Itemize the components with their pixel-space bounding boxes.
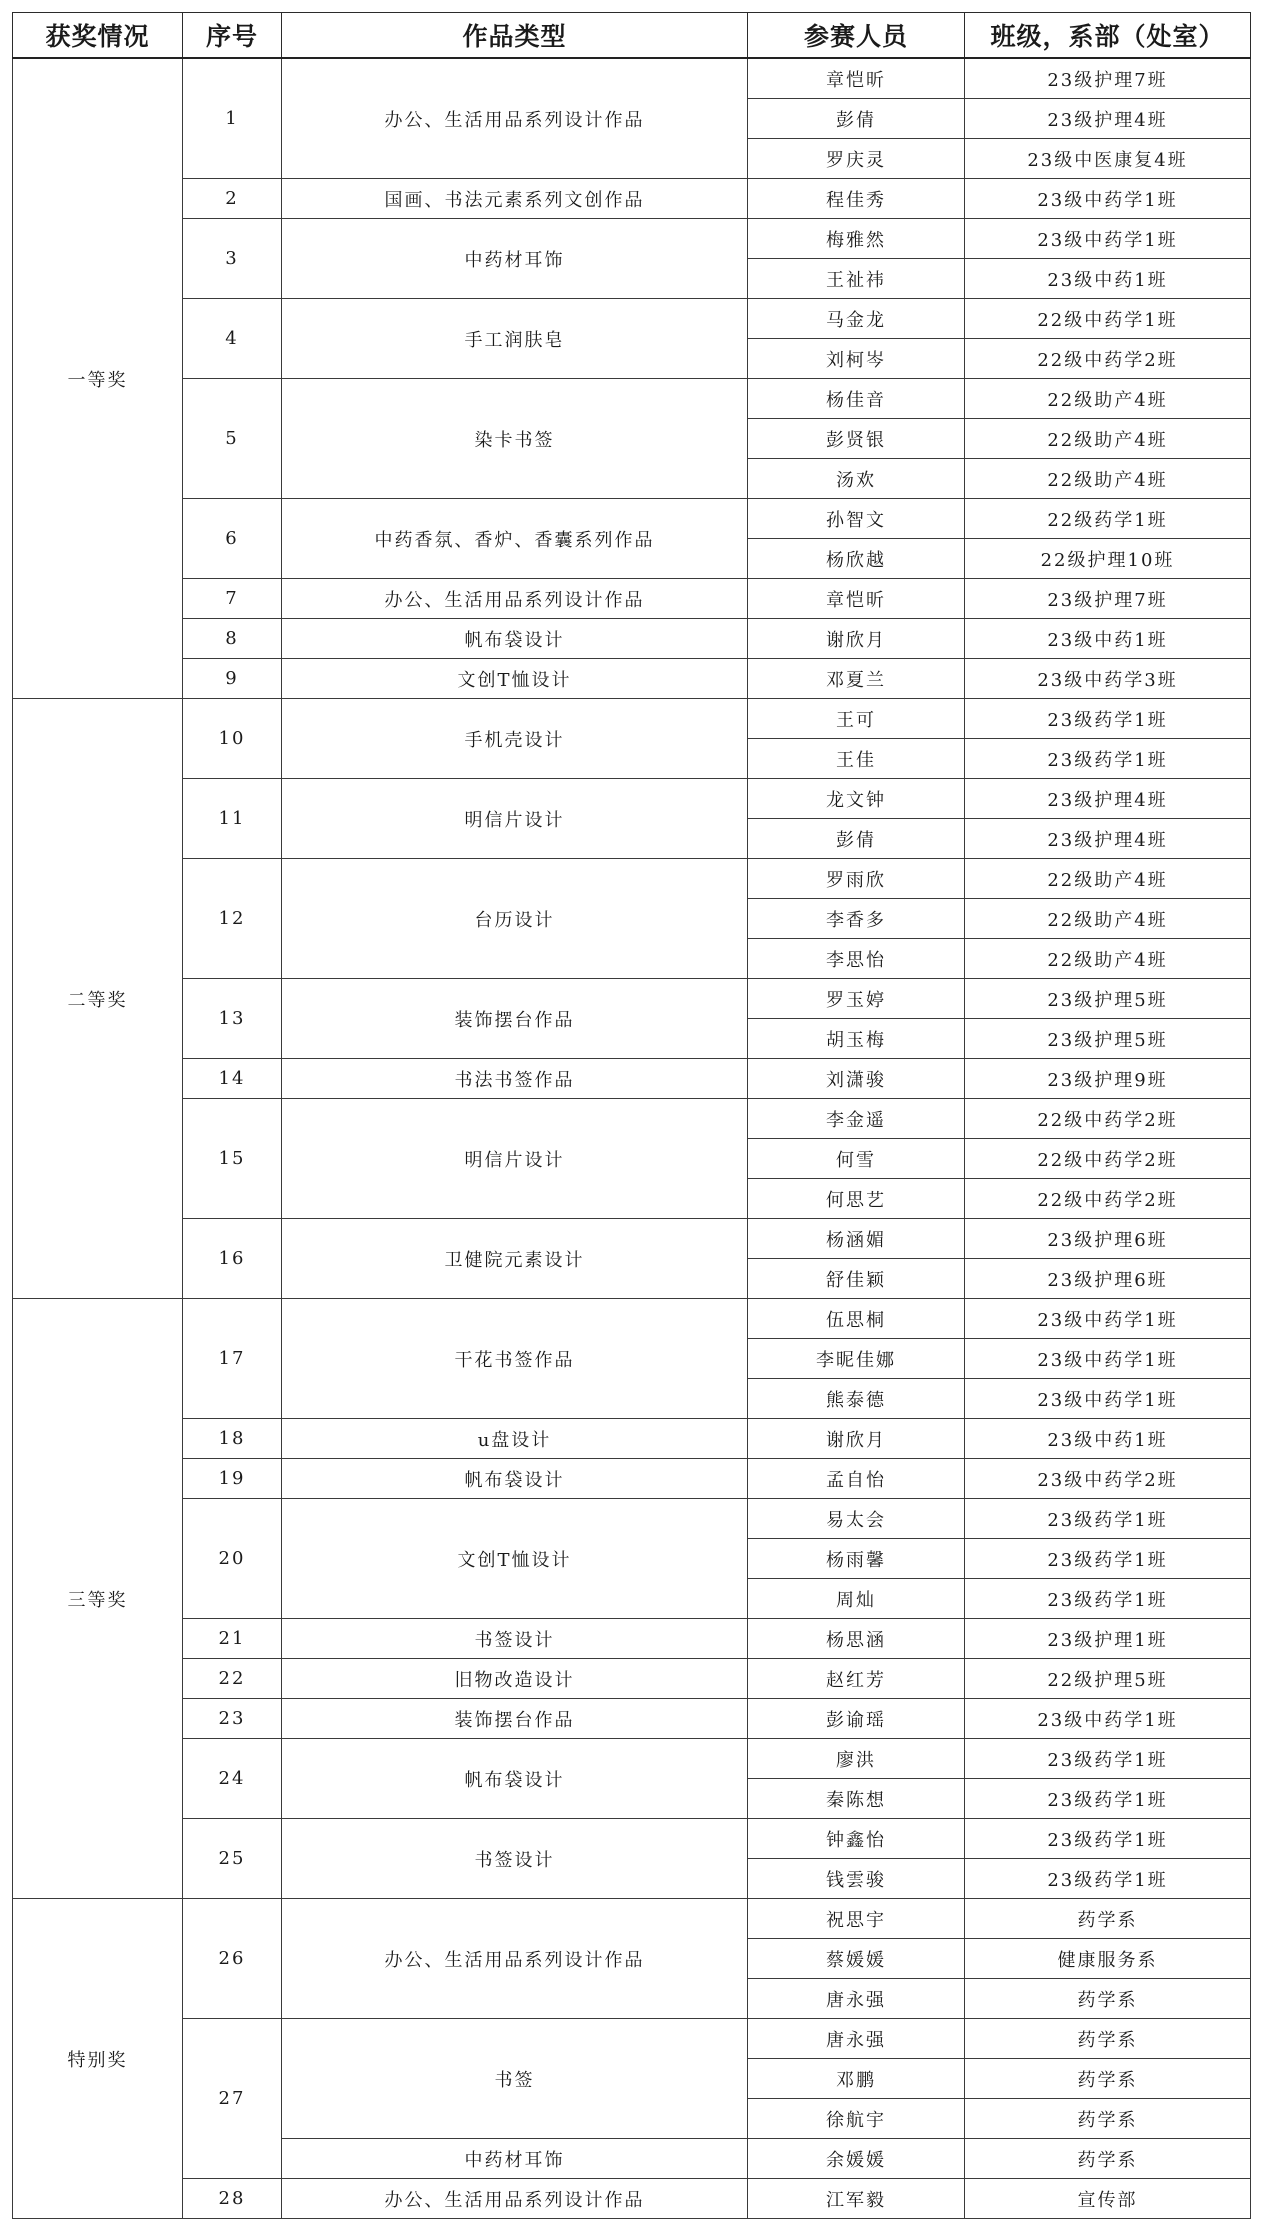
participant-name-cell: 章恺昕 xyxy=(748,579,965,619)
participant-name-cell: 章恺昕 xyxy=(748,58,965,99)
table-row xyxy=(13,499,1251,539)
class-dept-cell: 23级药学1班 xyxy=(965,1819,1251,1859)
work-type-cell: 书法书签作品 xyxy=(282,1059,748,1099)
participant-name-cell: 罗庆灵 xyxy=(748,139,965,179)
entry-number-cell: 26 xyxy=(183,1899,282,2019)
entry-number-cell: 23 xyxy=(183,1699,282,1739)
table-row xyxy=(13,859,1251,899)
class-dept-cell: 23级中医康复4班 xyxy=(965,139,1251,179)
class-dept-cell: 23级中药1班 xyxy=(965,619,1251,659)
entry-number-cell: 25 xyxy=(183,1819,282,1899)
class-dept-cell: 23级药学1班 xyxy=(965,739,1251,779)
work-type-cell: 中药香氛、香炉、香囊系列作品 xyxy=(282,499,748,579)
class-dept-cell: 23级药学1班 xyxy=(965,1859,1251,1899)
table-row xyxy=(13,1299,1251,1339)
table-row xyxy=(13,1499,1251,1539)
table-row xyxy=(13,1739,1251,1779)
work-type-cell: 卫健院元素设计 xyxy=(282,1219,748,1299)
class-dept-cell: 23级药学1班 xyxy=(965,1499,1251,1539)
table-row xyxy=(13,1699,1251,1739)
participant-name-cell: 余媛媛 xyxy=(748,2139,965,2179)
participant-name-cell: 唐永强 xyxy=(748,2019,965,2059)
class-dept-cell: 23级中药学1班 xyxy=(965,1379,1251,1419)
class-dept-cell: 23级药学1班 xyxy=(965,1779,1251,1819)
entry-number-cell: 1 xyxy=(183,58,282,179)
class-dept-cell: 22级助产4班 xyxy=(965,459,1251,499)
award-level-cell: 二等奖 xyxy=(13,699,183,1299)
class-dept-cell: 23级中药学2班 xyxy=(965,1459,1251,1499)
table-row xyxy=(13,579,1251,619)
entry-number-cell: 3 xyxy=(183,219,282,299)
participant-name-cell: 廖洪 xyxy=(748,1739,965,1779)
participant-name-cell: 杨涵媚 xyxy=(748,1219,965,1259)
class-dept-cell: 药学系 xyxy=(965,2139,1251,2179)
work-type-cell: 帆布袋设计 xyxy=(282,619,748,659)
participant-name-cell: 杨思涵 xyxy=(748,1619,965,1659)
work-type-cell: 文创T恤设计 xyxy=(282,659,748,699)
participant-name-cell: 杨佳音 xyxy=(748,379,965,419)
class-dept-cell: 22级助产4班 xyxy=(965,379,1251,419)
table-row xyxy=(13,1819,1251,1859)
table-row xyxy=(13,1419,1251,1459)
table-row xyxy=(13,2179,1251,2219)
class-dept-cell: 23级药学1班 xyxy=(965,1739,1251,1779)
work-type-cell: 手机壳设计 xyxy=(282,699,748,779)
header-award: 获奖情况 xyxy=(13,13,183,59)
table-row xyxy=(13,1619,1251,1659)
table-row xyxy=(13,1659,1251,1699)
header-work-type: 作品类型 xyxy=(282,13,748,59)
participant-name-cell: 易太会 xyxy=(748,1499,965,1539)
participant-name-cell: 彭贤银 xyxy=(748,419,965,459)
entry-number-cell: 27 xyxy=(183,2019,282,2179)
work-type-cell: 中药材耳饰 xyxy=(282,219,748,299)
participant-name-cell: 谢欣月 xyxy=(748,619,965,659)
class-dept-cell: 23级中药学3班 xyxy=(965,659,1251,699)
participant-name-cell: 祝思宇 xyxy=(748,1899,965,1939)
participant-name-cell: 钟鑫怡 xyxy=(748,1819,965,1859)
entry-number-cell: 19 xyxy=(183,1459,282,1499)
entry-number-cell: 5 xyxy=(183,379,282,499)
class-dept-cell: 23级护理6班 xyxy=(965,1259,1251,1299)
table-row xyxy=(13,779,1251,819)
participant-name-cell: 邓鹏 xyxy=(748,2059,965,2099)
class-dept-cell: 22级中药学2班 xyxy=(965,1179,1251,1219)
participant-name-cell: 孙智文 xyxy=(748,499,965,539)
participant-name-cell: 唐永强 xyxy=(748,1979,965,2019)
table-row xyxy=(13,299,1251,339)
participant-name-cell: 彭倩 xyxy=(748,819,965,859)
class-dept-cell: 23级护理5班 xyxy=(965,1019,1251,1059)
awards-table-body xyxy=(13,58,1251,2219)
entry-number-cell: 20 xyxy=(183,1499,282,1619)
work-type-cell: 明信片设计 xyxy=(282,779,748,859)
class-dept-cell: 22级药学1班 xyxy=(965,499,1251,539)
entry-number-cell: 10 xyxy=(183,699,282,779)
table-row xyxy=(13,1459,1251,1499)
participant-name-cell: 龙文钟 xyxy=(748,779,965,819)
participant-name-cell: 程佳秀 xyxy=(748,179,965,219)
class-dept-cell: 药学系 xyxy=(965,1979,1251,2019)
class-dept-cell: 23级中药学1班 xyxy=(965,219,1251,259)
participant-name-cell: 徐航宇 xyxy=(748,2099,965,2139)
class-dept-cell: 22级护理5班 xyxy=(965,1659,1251,1699)
entry-number-cell: 18 xyxy=(183,1419,282,1459)
class-dept-cell: 23级护理6班 xyxy=(965,1219,1251,1259)
work-type-cell: 办公、生活用品系列设计作品 xyxy=(282,579,748,619)
participant-name-cell: 邓夏兰 xyxy=(748,659,965,699)
awards-table-container xyxy=(12,12,1251,2219)
class-dept-cell: 22级护理10班 xyxy=(965,539,1251,579)
work-type-cell: 帆布袋设计 xyxy=(282,1459,748,1499)
entry-number-cell: 22 xyxy=(183,1659,282,1699)
header-row xyxy=(13,13,1251,59)
participant-name-cell: 秦陈想 xyxy=(748,1779,965,1819)
participant-name-cell: 李香多 xyxy=(748,899,965,939)
participant-name-cell: 杨欣越 xyxy=(748,539,965,579)
entry-number-cell: 24 xyxy=(183,1739,282,1819)
entry-number-cell: 13 xyxy=(183,979,282,1059)
entry-number-cell: 15 xyxy=(183,1099,282,1219)
award-level-cell: 三等奖 xyxy=(13,1299,183,1899)
class-dept-cell: 22级中药学2班 xyxy=(965,1099,1251,1139)
work-type-cell: 书签 xyxy=(282,2019,748,2139)
award-level-cell: 特别奖 xyxy=(13,1899,183,2219)
participant-name-cell: 江军毅 xyxy=(748,2179,965,2219)
class-dept-cell: 23级中药1班 xyxy=(965,259,1251,299)
entry-number-cell: 6 xyxy=(183,499,282,579)
entry-number-cell: 11 xyxy=(183,779,282,859)
work-type-cell: 书签设计 xyxy=(282,1619,748,1659)
class-dept-cell: 23级中药学1班 xyxy=(965,1339,1251,1379)
work-type-cell: 办公、生活用品系列设计作品 xyxy=(282,2179,748,2219)
class-dept-cell: 23级护理7班 xyxy=(965,58,1251,99)
participant-name-cell: 罗玉婷 xyxy=(748,979,965,1019)
participant-name-cell: 王佳 xyxy=(748,739,965,779)
table-row xyxy=(13,58,1251,99)
participant-name-cell: 李昵佳娜 xyxy=(748,1339,965,1379)
participant-name-cell: 熊泰德 xyxy=(748,1379,965,1419)
participant-name-cell: 蔡媛媛 xyxy=(748,1939,965,1979)
class-dept-cell: 23级药学1班 xyxy=(965,1579,1251,1619)
class-dept-cell: 23级护理4班 xyxy=(965,99,1251,139)
class-dept-cell: 23级护理5班 xyxy=(965,979,1251,1019)
class-dept-cell: 药学系 xyxy=(965,2019,1251,2059)
header-class-dept: 班级，系部（处室） xyxy=(965,13,1251,59)
participant-name-cell: 刘柯岑 xyxy=(748,339,965,379)
participant-name-cell: 何思艺 xyxy=(748,1179,965,1219)
table-row xyxy=(13,979,1251,1019)
work-type-cell: 办公、生活用品系列设计作品 xyxy=(282,1899,748,2019)
work-type-cell: 台历设计 xyxy=(282,859,748,979)
class-dept-cell: 药学系 xyxy=(965,2099,1251,2139)
class-dept-cell: 23级护理4班 xyxy=(965,819,1251,859)
table-row xyxy=(13,219,1251,259)
participant-name-cell: 罗雨欣 xyxy=(748,859,965,899)
class-dept-cell: 22级助产4班 xyxy=(965,899,1251,939)
work-type-cell: 国画、书法元素系列文创作品 xyxy=(282,179,748,219)
entry-number-cell: 4 xyxy=(183,299,282,379)
class-dept-cell: 22级助产4班 xyxy=(965,859,1251,899)
header-number: 序号 xyxy=(183,13,282,59)
participant-name-cell: 胡玉梅 xyxy=(748,1019,965,1059)
entry-number-cell: 12 xyxy=(183,859,282,979)
participant-name-cell: 李思怡 xyxy=(748,939,965,979)
table-row xyxy=(13,379,1251,419)
class-dept-cell: 22级中药学1班 xyxy=(965,299,1251,339)
entry-number-cell: 17 xyxy=(183,1299,282,1419)
table-row xyxy=(13,659,1251,699)
entry-number-cell: 7 xyxy=(183,579,282,619)
header-participant: 参赛人员 xyxy=(748,13,965,59)
participant-name-cell: 舒佳颖 xyxy=(748,1259,965,1299)
class-dept-cell: 药学系 xyxy=(965,2059,1251,2099)
table-row xyxy=(13,1059,1251,1099)
class-dept-cell: 22级助产4班 xyxy=(965,939,1251,979)
work-type-cell: 旧物改造设计 xyxy=(282,1659,748,1699)
participant-name-cell: 谢欣月 xyxy=(748,1419,965,1459)
class-dept-cell: 23级药学1班 xyxy=(965,1539,1251,1579)
class-dept-cell: 宣传部 xyxy=(965,2179,1251,2219)
work-type-cell: 干花书签作品 xyxy=(282,1299,748,1419)
table-row xyxy=(13,699,1251,739)
participant-name-cell: 钱雲骏 xyxy=(748,1859,965,1899)
table-row xyxy=(13,1099,1251,1139)
participant-name-cell: 周灿 xyxy=(748,1579,965,1619)
work-type-cell: 装饰摆台作品 xyxy=(282,979,748,1059)
participant-name-cell: 梅雅然 xyxy=(748,219,965,259)
participant-name-cell: 彭谕瑶 xyxy=(748,1699,965,1739)
class-dept-cell: 23级药学1班 xyxy=(965,699,1251,739)
table-row xyxy=(13,1899,1251,1939)
entry-number-cell: 14 xyxy=(183,1059,282,1099)
work-type-cell: u盘设计 xyxy=(282,1419,748,1459)
class-dept-cell: 23级中药学1班 xyxy=(965,1299,1251,1339)
class-dept-cell: 健康服务系 xyxy=(965,1939,1251,1979)
participant-name-cell: 王可 xyxy=(748,699,965,739)
class-dept-cell: 22级中药学2班 xyxy=(965,1139,1251,1179)
award-level-cell: 一等奖 xyxy=(13,58,183,699)
entry-number-cell: 2 xyxy=(183,179,282,219)
class-dept-cell: 22级中药学2班 xyxy=(965,339,1251,379)
participant-name-cell: 孟自怡 xyxy=(748,1459,965,1499)
work-type-cell: 明信片设计 xyxy=(282,1099,748,1219)
participant-name-cell: 王祉祎 xyxy=(748,259,965,299)
work-type-cell: 办公、生活用品系列设计作品 xyxy=(282,58,748,179)
class-dept-cell: 23级中药学1班 xyxy=(965,179,1251,219)
participant-name-cell: 赵红芳 xyxy=(748,1659,965,1699)
work-type-cell: 书签设计 xyxy=(282,1819,748,1899)
work-type-cell: 帆布袋设计 xyxy=(282,1739,748,1819)
work-type-cell: 中药材耳饰 xyxy=(282,2139,748,2179)
participant-name-cell: 马金龙 xyxy=(748,299,965,339)
work-type-cell: 染卡书签 xyxy=(282,379,748,499)
entry-number-cell: 16 xyxy=(183,1219,282,1299)
awards-table xyxy=(12,12,1251,2219)
table-row xyxy=(13,2019,1251,2059)
class-dept-cell: 药学系 xyxy=(965,1899,1251,1939)
participant-name-cell: 杨雨馨 xyxy=(748,1539,965,1579)
class-dept-cell: 22级助产4班 xyxy=(965,419,1251,459)
entry-number-cell: 28 xyxy=(183,2179,282,2219)
work-type-cell: 装饰摆台作品 xyxy=(282,1699,748,1739)
participant-name-cell: 李金遥 xyxy=(748,1099,965,1139)
class-dept-cell: 23级护理1班 xyxy=(965,1619,1251,1659)
class-dept-cell: 23级中药学1班 xyxy=(965,1699,1251,1739)
table-row xyxy=(13,1219,1251,1259)
participant-name-cell: 汤欢 xyxy=(748,459,965,499)
work-type-cell: 手工润肤皂 xyxy=(282,299,748,379)
table-row xyxy=(13,619,1251,659)
class-dept-cell: 23级护理7班 xyxy=(965,579,1251,619)
work-type-cell: 文创T恤设计 xyxy=(282,1499,748,1619)
entry-number-cell: 8 xyxy=(183,619,282,659)
entry-number-cell: 21 xyxy=(183,1619,282,1659)
table-row xyxy=(13,179,1251,219)
class-dept-cell: 23级中药1班 xyxy=(965,1419,1251,1459)
participant-name-cell: 何雪 xyxy=(748,1139,965,1179)
participant-name-cell: 刘潇骏 xyxy=(748,1059,965,1099)
entry-number-cell: 9 xyxy=(183,659,282,699)
participant-name-cell: 伍思桐 xyxy=(748,1299,965,1339)
participant-name-cell: 彭倩 xyxy=(748,99,965,139)
class-dept-cell: 23级护理9班 xyxy=(965,1059,1251,1099)
class-dept-cell: 23级护理4班 xyxy=(965,779,1251,819)
